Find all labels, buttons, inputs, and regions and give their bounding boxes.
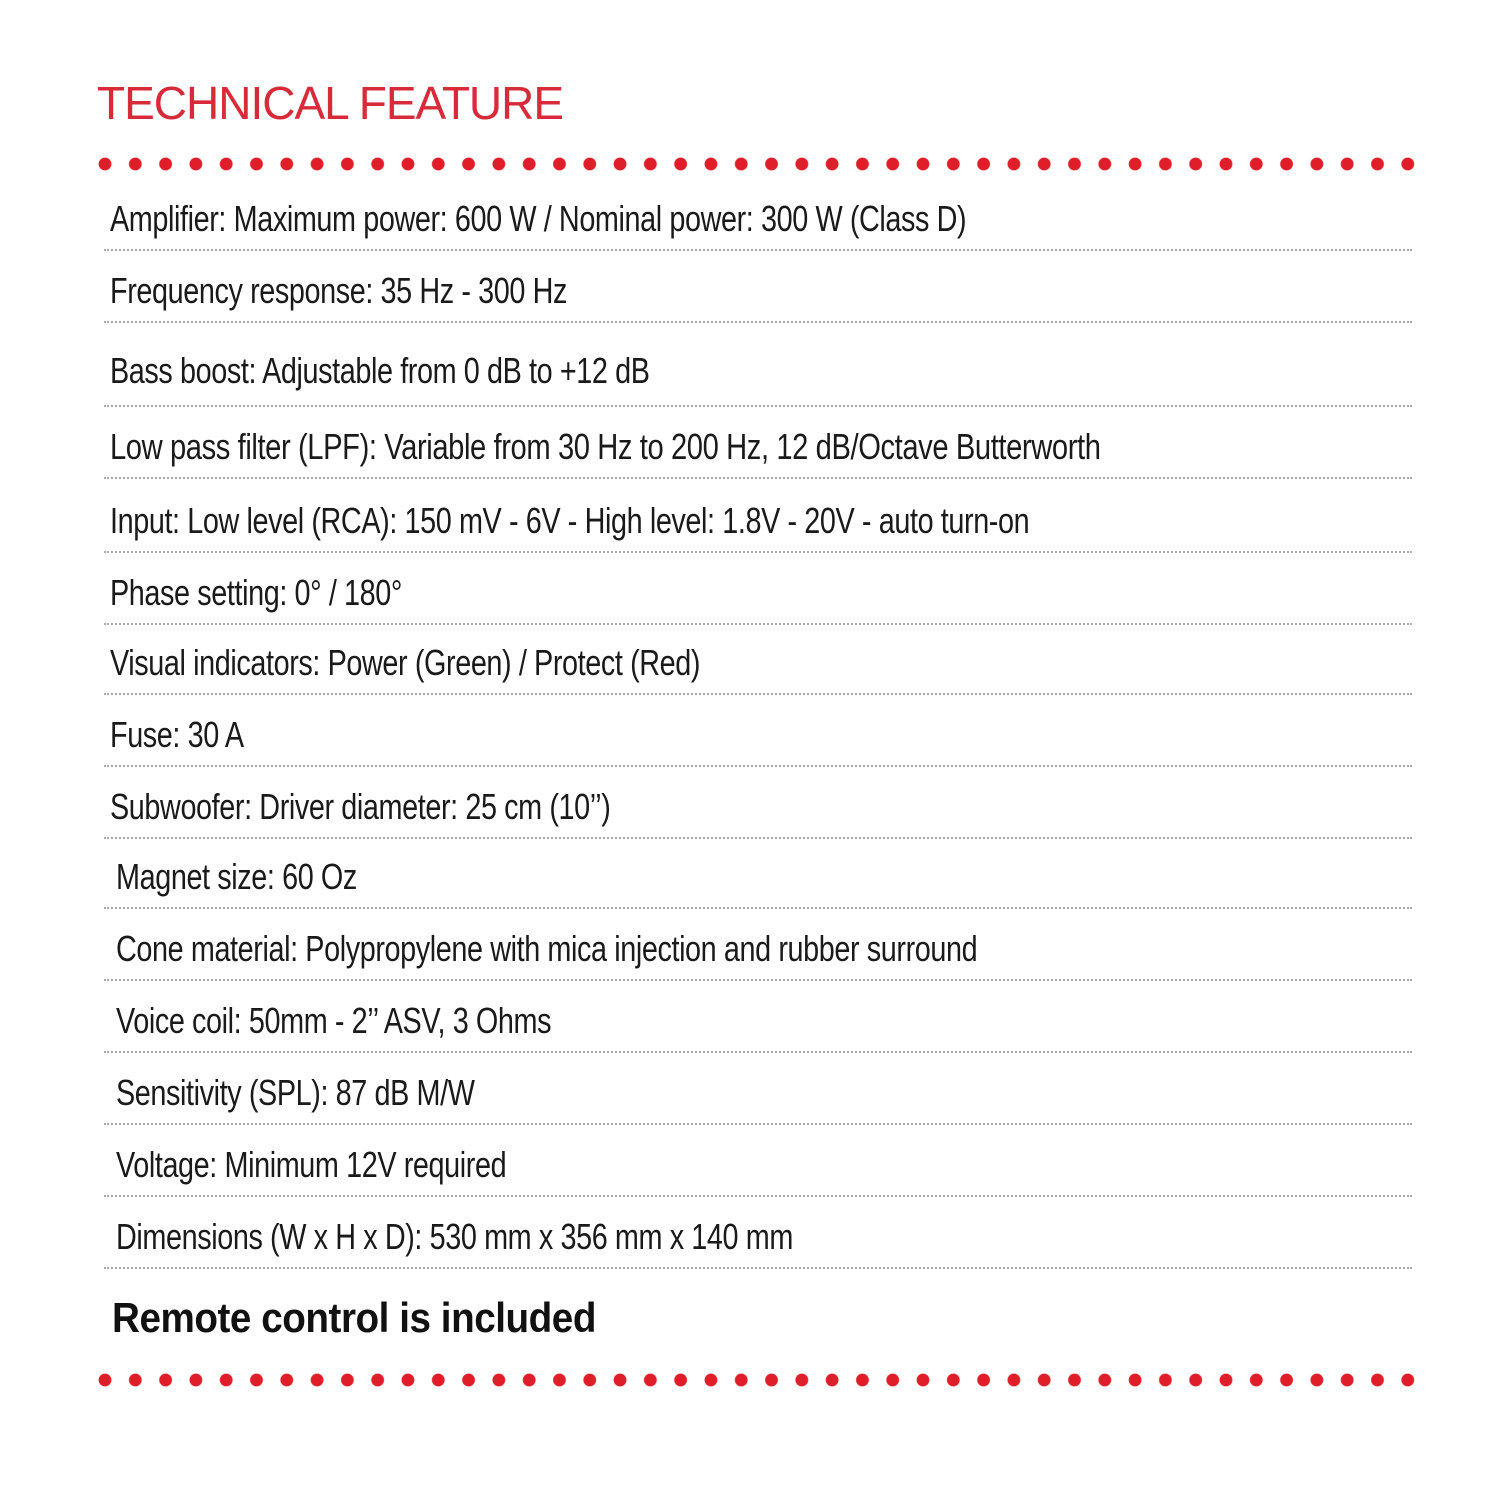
- spec-voltage-text: Voltage: Minimum 12V required: [116, 1144, 507, 1185]
- spec-sensitivity-text: Sensitivity (SPL): 87 dB M/W: [116, 1072, 475, 1113]
- spec-frequency-response: [104, 251, 1412, 323]
- spec-input-text: Input: Low level (RCA): 150 mV - 6V - High level: 1.8V - 20V - auto turn-on: [110, 500, 1030, 541]
- spec-magnet-size-text: Magnet size: 60 Oz: [116, 856, 357, 897]
- spec-magnet-size: [104, 839, 1412, 909]
- spec-voltage: [104, 1125, 1412, 1197]
- spec-subwoofer-text: Subwoofer: Driver diameter: 25 cm (10’’): [110, 786, 611, 827]
- spec-bass-boost-text: Bass boost: Adjustable from 0 dB to +12 dB: [110, 350, 650, 391]
- spec-amplifier-text: Amplifier: Maximum power: 600 W / Nominal power: 300 W (Class D): [110, 198, 967, 239]
- spec-input: [104, 479, 1412, 553]
- spec-dimensions-text: Dimensions (W x H x D): 530 mm x 356 mm x 140 mm: [116, 1216, 793, 1257]
- spec-cone-material-text: Cone material: Polypropylene with mica injection and rubber surround: [116, 928, 978, 969]
- spec-phase-setting: [104, 553, 1412, 625]
- spec-dimensions: [104, 1197, 1412, 1269]
- spec-cone-material: [104, 909, 1412, 981]
- spec-fuse-text: Fuse: 30 A: [110, 714, 244, 755]
- dotted-rule-bottom: [97, 1372, 1419, 1388]
- spec-bass-boost: [104, 323, 1412, 407]
- spec-voice-coil-text: Voice coil: 50mm - 2’’ ASV, 3 Ohms: [116, 1000, 552, 1041]
- spec-voice-coil: [104, 981, 1412, 1053]
- spec-subwoofer: [104, 767, 1412, 839]
- remote-control-note: Remote control is included: [112, 1294, 596, 1341]
- spec-frequency-response-text: Frequency response: 35 Hz - 300 Hz: [110, 270, 568, 311]
- spec-phase-setting-text: Phase setting: 0° / 180°: [110, 572, 403, 613]
- spec-visual-indicators: [104, 625, 1412, 695]
- section-title: TECHNICAL FEATURE: [97, 77, 564, 129]
- spec-low-pass-filter-text: Low pass filter (LPF): Variable from 30 Hz to 200 Hz, 12 dB/Octave Butterworth: [110, 426, 1101, 467]
- spec-fuse: [104, 695, 1412, 767]
- spec-visual-indicators-text: Visual indicators: Power (Green) / Protect (Red): [110, 642, 701, 683]
- dotted-rule-top: [97, 156, 1419, 172]
- spec-amplifier: [104, 183, 1412, 251]
- spec-sensitivity: [104, 1053, 1412, 1125]
- spec-low-pass-filter: [104, 407, 1412, 479]
